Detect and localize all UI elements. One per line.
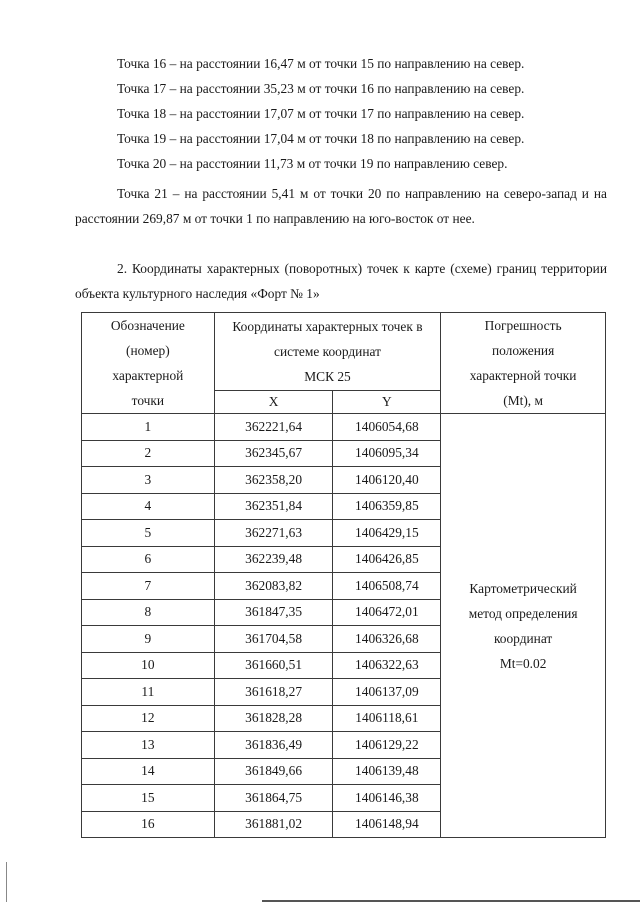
header-coordinates: Координаты характерных точек в системе координат МСК 25 (214, 313, 441, 391)
cell-point-number: 5 (82, 520, 215, 547)
cell-point-number: 12 (82, 705, 215, 732)
cell-x: 361836,49 (214, 732, 333, 759)
coordinates-table (81, 312, 606, 838)
cell-x: 361660,51 (214, 652, 333, 679)
cell-y: 1406118,61 (333, 705, 441, 732)
cell-x: 361881,02 (214, 811, 333, 838)
cell-y: 1406322,63 (333, 652, 441, 679)
cell-x: 361704,58 (214, 626, 333, 653)
cell-point-number: 6 (82, 546, 215, 573)
cell-x: 361849,66 (214, 758, 333, 785)
section-heading: 2. Координаты характерных (поворотных) точек к карте (схеме) границ территории объекта культурного наследия «Форт № 1» (75, 261, 607, 301)
header-accuracy: Погрешность положения характерной точки (Mt), м (441, 313, 606, 414)
scan-edge-mark (6, 862, 7, 902)
cell-y: 1406472,01 (333, 599, 441, 626)
cell-x: 362083,82 (214, 573, 333, 600)
cell-x: 362271,63 (214, 520, 333, 547)
cell-x: 362351,84 (214, 493, 333, 520)
cell-point-number: 4 (82, 493, 215, 520)
cell-y: 1406429,15 (333, 520, 441, 547)
cell-y: 1406146,38 (333, 785, 441, 812)
cell-x: 361847,35 (214, 599, 333, 626)
cell-point-number: 16 (82, 811, 215, 838)
scan-bottom-mark (262, 900, 640, 902)
cell-y: 1406137,09 (333, 679, 441, 706)
cell-y: 1406326,68 (333, 626, 441, 653)
cell-y: 1406139,48 (333, 758, 441, 785)
header-y: Y (333, 391, 441, 414)
cell-point-number: 13 (82, 732, 215, 759)
cell-x: 362345,67 (214, 440, 333, 467)
cell-x: 362358,20 (214, 467, 333, 494)
cell-y: 1406508,74 (333, 573, 441, 600)
cell-accuracy-method: Картометрический метод определения координат Mt=0.02 (441, 414, 606, 838)
header-x: X (214, 391, 333, 414)
point-16-text: Точка 16 – на расстоянии 16,47 м от точки 15 по направлению на север. (117, 56, 525, 71)
cell-point-number: 2 (82, 440, 215, 467)
header-point-designation: Обозначение (номер) характерной точки (82, 313, 215, 414)
cell-point-number: 10 (82, 652, 215, 679)
cell-y: 1406095,34 (333, 440, 441, 467)
cell-y: 1406054,68 (333, 414, 441, 441)
cell-y: 1406129,22 (333, 732, 441, 759)
cell-y: 1406426,85 (333, 546, 441, 573)
point-19-text: Точка 19 – на расстоянии 17,04 м от точки 18 по направлению на север. (117, 131, 525, 146)
cell-point-number: 3 (82, 467, 215, 494)
cell-x: 362221,64 (214, 414, 333, 441)
cell-y: 1406148,94 (333, 811, 441, 838)
cell-point-number: 15 (82, 785, 215, 812)
cell-point-number: 7 (82, 573, 215, 600)
cell-x: 362239,48 (214, 546, 333, 573)
point-17-text: Точка 17 – на расстоянии 35,23 м от точки 16 по направлению на север. (117, 81, 525, 96)
cell-point-number: 1 (82, 414, 215, 441)
cell-point-number: 11 (82, 679, 215, 706)
cell-x: 361864,75 (214, 785, 333, 812)
cell-point-number: 9 (82, 626, 215, 653)
point-18-text: Точка 18 – на расстоянии 17,07 м от точки 17 по направлению на север. (117, 106, 525, 121)
point-20-text: Точка 20 – на расстоянии 11,73 м от точки 19 по направлению север. (117, 156, 508, 171)
point-21-paragraph: Точка 21 – на расстоянии 5,41 м от точки 20 по направлению на северо-запад и на расстоянии 269,87 м от точки 1 по направлению на юго-восток от нее. (75, 186, 607, 226)
cell-x: 361618,27 (214, 679, 333, 706)
cell-y: 1406120,40 (333, 467, 441, 494)
cell-point-number: 14 (82, 758, 215, 785)
cell-y: 1406359,85 (333, 493, 441, 520)
cell-point-number: 8 (82, 599, 215, 626)
cell-x: 361828,28 (214, 705, 333, 732)
table-row (82, 414, 606, 441)
